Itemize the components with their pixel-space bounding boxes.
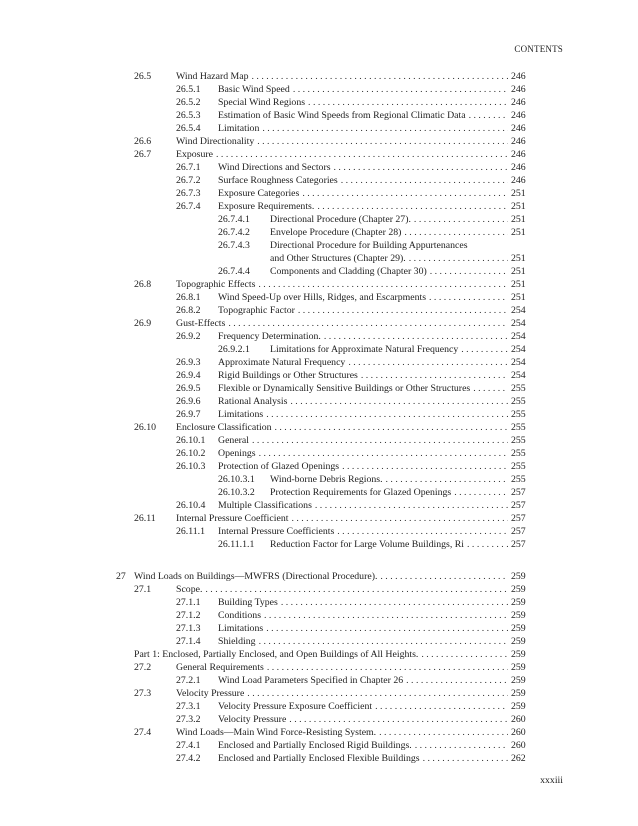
toc-entry[interactable] xyxy=(0,487,638,499)
toc-entry[interactable] xyxy=(0,701,638,713)
dot-leader xyxy=(466,110,508,122)
toc-entry-page: 251 xyxy=(511,253,526,264)
toc-entry[interactable] xyxy=(0,318,638,330)
toc-entry[interactable] xyxy=(0,422,638,434)
toc-entry-page: 255 xyxy=(511,422,526,433)
toc-entry-title: Building Types xyxy=(218,597,278,608)
toc-entry[interactable] xyxy=(0,448,638,460)
toc-entry-title: Topographic Factor xyxy=(218,305,295,316)
toc-entry[interactable] xyxy=(0,253,638,265)
toc-entry[interactable] xyxy=(0,714,638,726)
toc-entry-page: 257 xyxy=(511,487,526,498)
dot-leader xyxy=(372,701,508,713)
toc-entry-title: Flexible or Dynamically Sensitive Buildings or Other Structures xyxy=(218,383,471,394)
toc-entry[interactable] xyxy=(0,539,638,551)
toc-entry[interactable] xyxy=(0,571,638,583)
toc-entry-number: 26.5.3 xyxy=(176,110,201,121)
dot-leader xyxy=(264,662,508,674)
toc-entry-number: 27.3.2 xyxy=(176,714,201,725)
toc-entry-title: Surface Roughness Categories xyxy=(218,175,338,186)
toc-entry-page: 255 xyxy=(511,448,526,459)
toc-entry-number: 27 xyxy=(116,571,126,582)
toc-entry[interactable] xyxy=(0,610,638,622)
toc-entry-page: 255 xyxy=(511,383,526,394)
toc-entry-page: 259 xyxy=(511,662,526,673)
toc-entry-number: 26.9.3 xyxy=(176,357,201,368)
toc-entry[interactable] xyxy=(0,435,638,447)
toc-entry[interactable] xyxy=(0,636,638,648)
toc-entry-title: Exposure Categories xyxy=(218,188,300,199)
toc-entry-page: 257 xyxy=(511,500,526,511)
dot-leader xyxy=(256,448,508,460)
toc-entry-title: Topographic Effects xyxy=(176,279,256,290)
toc-entry[interactable] xyxy=(0,513,638,525)
toc-entry[interactable] xyxy=(0,305,638,317)
toc-entry-number: 26.8.2 xyxy=(176,305,201,316)
toc-entry[interactable] xyxy=(0,753,638,765)
toc-entry[interactable] xyxy=(0,357,638,369)
toc-entry-page: 254 xyxy=(511,331,526,342)
dot-leader xyxy=(263,409,508,421)
toc-entry-title: Exposure xyxy=(176,149,214,160)
toc-entry-page: 255 xyxy=(511,474,526,485)
toc-entry-page: 246 xyxy=(511,84,526,95)
toc-entry-page: 251 xyxy=(511,188,526,199)
toc-entry-title: Shielding xyxy=(218,636,256,647)
toc-entry-title: Directional Procedure (Chapter 27). xyxy=(270,214,411,225)
toc-entry-number: 26.9.5 xyxy=(176,383,201,394)
toc-entry-title: Velocity Pressure xyxy=(218,714,287,725)
dot-leader xyxy=(339,461,508,473)
toc-entry-number: 26.5.1 xyxy=(176,84,201,95)
page-number: xxxiii xyxy=(540,775,563,786)
toc-entry-number: 26.5.4 xyxy=(176,123,201,134)
dot-leader xyxy=(358,370,508,382)
toc-entry-number: 26.7.4.1 xyxy=(218,214,250,225)
toc-entry[interactable] xyxy=(0,662,638,674)
toc-entry[interactable] xyxy=(0,383,638,395)
toc-entry-number: 27.1.4 xyxy=(176,636,201,647)
toc-entry-number: 27.1.3 xyxy=(176,623,201,634)
toc-entry-title: Enclosure Classification xyxy=(176,422,272,433)
dot-leader xyxy=(249,435,508,447)
toc-entry-number: 26.8.1 xyxy=(176,292,201,303)
dot-leader xyxy=(261,610,508,622)
toc-entry[interactable] xyxy=(0,396,638,408)
toc-entry-title: Rational Analysis xyxy=(218,396,288,407)
toc-entry-page: 257 xyxy=(511,539,526,550)
toc-entry-number: 26.11 xyxy=(134,513,156,524)
toc-entry[interactable] xyxy=(0,266,638,278)
toc-entry-title: Part 1: Enclosed, Partially Enclosed, and Open Buildings of All Heights. xyxy=(134,649,419,660)
toc-entry-number: 26.7.1 xyxy=(176,162,201,173)
dot-leader xyxy=(411,214,508,226)
toc-entry-number: 26.10.3.2 xyxy=(218,487,255,498)
toc-entry-page: 255 xyxy=(511,435,526,446)
toc-entry-number: 27.2.1 xyxy=(176,675,201,686)
dot-leader xyxy=(458,344,508,356)
toc-entry-title: Internal Pressure Coefficients xyxy=(218,526,335,537)
toc-entry-title: Wind Directionality xyxy=(176,136,255,147)
toc-entry-page: 246 xyxy=(511,110,526,121)
toc-entry[interactable] xyxy=(0,474,638,486)
dot-leader xyxy=(295,305,508,317)
toc-entry[interactable] xyxy=(0,727,638,739)
toc-entry-number: 26.9.4 xyxy=(176,370,201,381)
toc-entry-title: Wind Directions and Sectors xyxy=(218,162,331,173)
toc-entry[interactable] xyxy=(0,740,638,752)
toc-entry-title: Envelope Procedure (Chapter 28) xyxy=(270,227,402,238)
toc-entry-number: 26.5.2 xyxy=(176,97,201,108)
dot-leader xyxy=(278,597,508,609)
dot-leader xyxy=(464,539,508,551)
toc-entry-number: 27.3 xyxy=(134,688,152,699)
toc-entry-title: Wind Hazard Map xyxy=(176,71,249,82)
toc-entry-number: 27.2 xyxy=(134,662,152,673)
toc-entry-number: 26.9 xyxy=(134,318,152,329)
dot-leader xyxy=(287,396,508,408)
toc-entry-page: 254 xyxy=(511,344,526,355)
dot-leader xyxy=(255,279,508,291)
dot-leader xyxy=(377,571,508,583)
toc-entry-number: 26.9.6 xyxy=(176,396,201,407)
toc-entry[interactable] xyxy=(0,331,638,343)
toc-entry-page: 259 xyxy=(511,688,526,699)
dot-leader xyxy=(321,331,508,343)
toc-entry-title: General Requirements xyxy=(176,662,264,673)
toc-entry-title: Exposure Requirements. xyxy=(218,201,315,212)
toc-entry-page: 260 xyxy=(511,740,526,751)
dot-leader xyxy=(412,740,508,752)
toc-entry[interactable] xyxy=(0,623,638,635)
toc-entry-title: Wind Load Parameters Specified in Chapter 26 xyxy=(218,675,404,686)
toc-entry-title: Enclosed and Partially Enclosed Rigid Buildings. xyxy=(218,740,412,751)
toc-entry[interactable] xyxy=(0,370,638,382)
toc-entry-number: 26.7.4 xyxy=(176,201,201,212)
dot-leader xyxy=(312,500,508,512)
toc-entry[interactable] xyxy=(0,97,638,109)
toc-entry-title: Wind-borne Debris Regions. xyxy=(270,474,383,485)
toc-entry-page: 254 xyxy=(511,318,526,329)
toc-entry[interactable] xyxy=(0,526,638,538)
toc-entry-title: Wind Loads—Main Wind Force-Resisting System. xyxy=(176,727,377,738)
toc-entry-title: Approximate Natural Frequency xyxy=(218,357,346,368)
toc-entry-title: Limitations xyxy=(218,409,264,420)
toc-entry-number: 26.9.2 xyxy=(176,331,201,342)
toc-entry[interactable] xyxy=(0,162,638,174)
toc-entry-number: 26.7.4.2 xyxy=(218,227,250,238)
toc-entry[interactable] xyxy=(0,201,638,213)
toc-entry[interactable] xyxy=(0,71,638,83)
toc-entry[interactable] xyxy=(0,227,638,239)
toc-entry-number: 27.4.1 xyxy=(176,740,201,751)
toc-entry[interactable] xyxy=(0,649,638,661)
toc-entry[interactable] xyxy=(0,214,638,226)
toc-entry-page: 259 xyxy=(511,584,526,595)
toc-entry-number: 27.4 xyxy=(134,727,152,738)
dot-leader xyxy=(254,136,508,148)
toc-entry-page: 251 xyxy=(511,266,526,277)
toc-entry-page: 260 xyxy=(511,714,526,725)
toc-entry-page: 259 xyxy=(511,649,526,660)
toc-entry-title: Multiple Classifications xyxy=(218,500,312,511)
toc-entry-number: 26.9.7 xyxy=(176,409,201,420)
dot-leader xyxy=(259,123,508,135)
toc-entry[interactable] xyxy=(0,136,638,148)
dot-leader xyxy=(470,383,508,395)
toc-entry-page: 251 xyxy=(511,214,526,225)
dot-leader xyxy=(403,675,508,687)
toc-entry-page: 259 xyxy=(511,610,526,621)
dot-leader xyxy=(305,97,508,109)
toc-entry-page: 251 xyxy=(511,201,526,212)
dot-leader xyxy=(314,201,508,213)
toc-entry[interactable] xyxy=(0,279,638,291)
dot-leader xyxy=(338,175,508,187)
toc-entry-page: 262 xyxy=(511,753,526,764)
toc-entry[interactable] xyxy=(0,688,638,700)
toc-entry-page: 254 xyxy=(511,357,526,368)
dot-leader xyxy=(426,292,508,304)
toc-entry-number: 26.8 xyxy=(134,279,152,290)
dot-leader xyxy=(256,636,508,648)
toc-entry-title: Internal Pressure Coefficient xyxy=(176,513,289,524)
toc-entry-page: 251 xyxy=(511,227,526,238)
dot-leader xyxy=(406,253,508,265)
dot-leader xyxy=(299,188,508,200)
toc-entry-number: 26.10 xyxy=(134,422,157,433)
toc-entry-title: Wind Loads on Buildings—MWFRS (Directional Procedure). xyxy=(134,571,378,582)
toc-entry-page: 254 xyxy=(511,305,526,316)
toc-entry-title: Protection Requirements for Glazed Openings xyxy=(270,487,452,498)
toc-entry-page: 259 xyxy=(511,571,526,582)
toc-entry-number: 26.10.2 xyxy=(176,448,206,459)
toc-entry[interactable] xyxy=(0,500,638,512)
dot-leader xyxy=(420,753,508,765)
dot-leader xyxy=(249,71,508,83)
toc-entry-page: 251 xyxy=(511,292,526,303)
toc-entry-page: 246 xyxy=(511,123,526,134)
toc-entry-page: 259 xyxy=(511,701,526,712)
toc-entry[interactable] xyxy=(0,292,638,304)
toc-entry-number: 26.11.1 xyxy=(176,526,206,537)
dot-leader xyxy=(244,688,508,700)
dot-leader xyxy=(225,318,508,330)
toc-entry-page: 259 xyxy=(511,675,526,686)
toc-entry-title: Gust-Effects xyxy=(176,318,226,329)
toc-entry-number: 26.10.1 xyxy=(176,435,206,446)
toc-entry-title: Special Wind Regions xyxy=(218,97,306,108)
dot-leader xyxy=(288,513,508,525)
dot-leader xyxy=(272,422,509,434)
toc-entry-title: Velocity Pressure Exposure Coefficient xyxy=(218,701,373,712)
toc-entry-title: Limitations xyxy=(218,623,264,634)
toc-entry[interactable] xyxy=(0,675,638,687)
toc-entry-page: 260 xyxy=(511,727,526,738)
toc-entry-number: 27.4.2 xyxy=(176,753,201,764)
dot-leader xyxy=(213,149,508,161)
toc-entry[interactable] xyxy=(0,123,638,135)
toc-entry-number: 26.7 xyxy=(134,149,152,160)
toc-entry-number: 26.6 xyxy=(134,136,152,147)
toc-entry-number: 26.7.4.4 xyxy=(218,266,250,277)
toc-entry-number: 26.5 xyxy=(134,71,152,82)
toc-entry-title: General xyxy=(218,435,250,446)
toc-entry-number: 26.7.4.3 xyxy=(218,240,250,251)
toc-entry-title: Scope. xyxy=(176,584,203,595)
toc-entry-number: 27.1.1 xyxy=(176,597,201,608)
dot-leader xyxy=(383,474,508,486)
dot-leader xyxy=(334,526,508,538)
dot-leader xyxy=(202,584,508,596)
dot-leader xyxy=(263,623,508,635)
toc-entry-title: Basic Wind Speed xyxy=(218,84,290,95)
dot-leader xyxy=(345,357,508,369)
toc-entry-number: 26.11.1.1 xyxy=(218,539,255,550)
toc-entry-page: 246 xyxy=(511,71,526,82)
toc-entry-title: Protection of Glazed Openings xyxy=(218,461,340,472)
toc-entry-number: 26.7.2 xyxy=(176,175,201,186)
dot-leader xyxy=(418,649,508,661)
toc-entry-page: 259 xyxy=(511,597,526,608)
toc-entry[interactable] xyxy=(0,597,638,609)
toc-entry-number: 27.1 xyxy=(134,584,152,595)
toc-entry-title: Components and Cladding (Chapter 30) xyxy=(270,266,427,277)
dot-leader xyxy=(290,84,508,96)
dot-leader xyxy=(451,487,508,499)
toc-entry-page: 246 xyxy=(511,175,526,186)
toc-entry[interactable] xyxy=(0,149,638,161)
toc-entry-page: 246 xyxy=(511,149,526,160)
dot-leader xyxy=(401,227,508,239)
toc-entry-number: 27.1.2 xyxy=(176,610,201,621)
toc-entry-page: 255 xyxy=(511,409,526,420)
toc-entry[interactable] xyxy=(0,344,638,356)
toc-entry-number: 26.10.3.1 xyxy=(218,474,255,485)
toc-entry-title: Reduction Factor for Large Volume Buildings, Ri xyxy=(270,539,465,550)
dot-leader xyxy=(376,727,508,739)
toc-entry-page: 246 xyxy=(511,136,526,147)
toc-entry-page: 255 xyxy=(511,461,526,472)
toc-entry-title: Velocity Pressure xyxy=(176,688,245,699)
toc-entry[interactable] xyxy=(0,84,638,96)
toc-entry-title: and Other Structures (Chapter 29). xyxy=(270,253,406,264)
toc-entry-page: 257 xyxy=(511,526,526,537)
toc-entry-title: Limitations for Approximate Natural Frequency xyxy=(270,344,459,355)
dot-leader xyxy=(331,162,508,174)
toc-entry-title: Rigid Buildings or Other Structures xyxy=(218,370,358,381)
toc-entry[interactable] xyxy=(0,110,638,122)
toc-entry-title: Limitation xyxy=(218,123,260,134)
toc-entry-title: Estimation of Basic Wind Speeds from Regional Climatic Data xyxy=(218,110,466,121)
toc-entry[interactable] xyxy=(0,240,638,252)
toc-entry-page: 257 xyxy=(511,513,526,524)
toc-entry[interactable] xyxy=(0,175,638,187)
dot-leader xyxy=(427,266,508,278)
toc-entry-number: 26.7.3 xyxy=(176,188,201,199)
toc-entry-title: Enclosed and Partially Enclosed Flexible Buildings xyxy=(218,753,420,764)
toc-entry-page: 254 xyxy=(511,370,526,381)
toc-entry-number: 26.9.2.1 xyxy=(218,344,250,355)
toc-entry-page: 255 xyxy=(511,396,526,407)
toc-entry-page: 259 xyxy=(511,623,526,634)
toc-entry-page: 246 xyxy=(511,162,526,173)
toc-entry-number: 27.3.1 xyxy=(176,701,201,712)
toc-entry-title: Openings xyxy=(218,448,256,459)
toc-entry[interactable] xyxy=(0,409,638,421)
running-header: CONTENTS xyxy=(514,44,563,54)
toc-entry-title: Conditions xyxy=(218,610,262,621)
toc-entry-title: Directional Procedure for Building Appurtenances xyxy=(270,240,468,251)
toc-entry[interactable] xyxy=(0,461,638,473)
toc-entry[interactable] xyxy=(0,188,638,200)
toc-entry-number: 26.10.3 xyxy=(176,461,206,472)
toc-entry[interactable] xyxy=(0,584,638,596)
toc-entry-title: Frequency Determination. xyxy=(218,331,321,342)
toc-entry-number: 26.10.4 xyxy=(176,500,206,511)
toc-entry-page: 246 xyxy=(511,97,526,108)
toc-entry-title: Wind Speed-Up over Hills, Ridges, and Escarpments xyxy=(218,292,427,303)
toc-entry-page: 251 xyxy=(511,279,526,290)
toc-entry-page: 259 xyxy=(511,636,526,647)
dot-leader xyxy=(286,714,508,726)
